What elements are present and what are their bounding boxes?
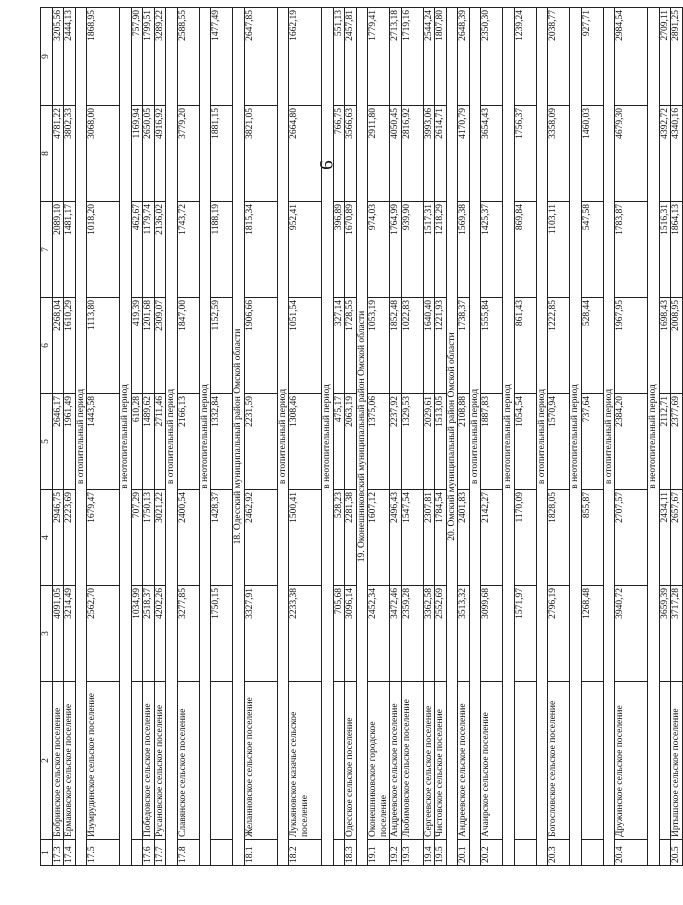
value-cell: 1607,12 xyxy=(368,490,390,586)
table-row xyxy=(423,8,435,866)
table-row xyxy=(143,8,155,866)
value-cell: 2309,07 xyxy=(154,298,166,394)
value-cell: 1555,84 xyxy=(481,298,503,394)
settlement-name-cell: Лукьяновское казачье сельское поселение xyxy=(289,682,322,840)
row-number-cell: 19.4 xyxy=(423,840,435,866)
table-row xyxy=(244,8,277,866)
tariff-table-rotated xyxy=(40,8,681,866)
period-heading: в неотопительный период xyxy=(120,8,132,866)
value-cell: 1679,47 xyxy=(87,490,120,586)
row-number-cell: 17.7 xyxy=(154,840,166,866)
value-cell: 927,71 xyxy=(581,8,603,106)
value-cell: 855,87 xyxy=(581,490,603,586)
value-cell: 3096,14 xyxy=(345,586,357,682)
row-number-cell: 17.6 xyxy=(143,840,155,866)
row-number-cell: 18.3 xyxy=(345,840,357,866)
period-heading: в отопительный период xyxy=(536,8,548,866)
row-number-cell: 20.2 xyxy=(481,840,503,866)
settlement-name-cell xyxy=(211,682,233,840)
value-cell: 3779,20 xyxy=(177,106,199,202)
value-cell: 1222,85 xyxy=(548,298,570,394)
value-cell: 1034,99 xyxy=(131,586,143,682)
period-heading: в неотопительный период xyxy=(199,8,211,866)
value-cell: 1332,84 xyxy=(211,394,233,490)
value-cell: 3513,32 xyxy=(458,586,470,682)
value-cell: 547,58 xyxy=(581,202,603,298)
value-cell: 2444,13 xyxy=(64,8,76,106)
value-cell: 4091,05 xyxy=(52,586,64,682)
row-number-cell: 18.2 xyxy=(289,840,322,866)
period-heading-row xyxy=(603,8,615,866)
value-cell: 528,44 xyxy=(581,298,603,394)
value-cell: 2089,10 xyxy=(52,202,64,298)
period-heading: 20. Омский муниципальный район Омской области xyxy=(446,8,458,866)
value-cell: 2518,37 xyxy=(143,586,155,682)
value-cell: 1103,11 xyxy=(548,202,570,298)
value-cell: 1179,74 xyxy=(143,202,155,298)
row-number-cell: 19.1 xyxy=(368,840,390,866)
settlement-name-cell: Желанновское сельское поселение xyxy=(244,682,277,840)
value-cell: 1428,37 xyxy=(211,490,233,586)
row-number-cell: 17.4 xyxy=(64,840,76,866)
value-cell: 419,39 xyxy=(131,298,143,394)
value-cell: 1719,16 xyxy=(401,8,423,106)
settlement-name-cell: Андреевское сельское поселение xyxy=(390,682,402,840)
value-cell: 2401,83 xyxy=(458,490,470,586)
value-cell: 3358,09 xyxy=(548,106,570,202)
value-cell: 1329,53 xyxy=(401,394,423,490)
value-cell: 3362,58 xyxy=(423,586,435,682)
value-cell: 2063,19 xyxy=(345,394,357,490)
value-cell: 2029,61 xyxy=(423,394,435,490)
value-cell: 1547,54 xyxy=(401,490,423,586)
value-cell: 2457,81 xyxy=(345,8,357,106)
table-row xyxy=(514,8,536,866)
rotated-page-area xyxy=(40,8,681,866)
value-cell: 1784,54 xyxy=(435,490,447,586)
value-cell: 869,84 xyxy=(514,202,536,298)
value-cell: 2223,69 xyxy=(64,490,76,586)
value-cell: 1815,34 xyxy=(244,202,277,298)
value-cell: 1188,19 xyxy=(211,202,233,298)
value-cell: 1662,19 xyxy=(289,8,322,106)
value-cell: 952,41 xyxy=(289,202,322,298)
settlement-name-cell xyxy=(581,682,603,840)
table-row xyxy=(435,8,447,866)
value-cell: 2552,69 xyxy=(435,586,447,682)
value-cell: 2796,19 xyxy=(548,586,570,682)
period-heading: в отопительный период xyxy=(75,8,87,866)
value-cell: 1570,94 xyxy=(548,394,570,490)
row-number-cell xyxy=(659,840,671,866)
value-cell: 1807,80 xyxy=(435,8,447,106)
value-cell: 1218,29 xyxy=(435,202,447,298)
table-row xyxy=(154,8,166,866)
tariff-table xyxy=(40,7,683,866)
value-cell: 737,64 xyxy=(581,394,603,490)
value-cell: 1053,19 xyxy=(368,298,390,394)
period-heading: в неотопительный период xyxy=(503,8,515,866)
value-cell: 2650,05 xyxy=(143,106,155,202)
table-row xyxy=(671,8,683,866)
value-cell: 1868,95 xyxy=(87,8,120,106)
period-heading: в отопительный период xyxy=(603,8,615,866)
value-cell: 1443,58 xyxy=(87,394,120,490)
value-cell: 757,90 xyxy=(131,8,143,106)
settlement-name-cell: Русановское сельское поселение xyxy=(154,682,166,840)
value-cell: 610,28 xyxy=(131,394,143,490)
value-cell: 4170,79 xyxy=(458,106,470,202)
table-row xyxy=(368,8,390,866)
table-body xyxy=(41,8,683,866)
value-cell: 2713,18 xyxy=(390,8,402,106)
value-cell: 1743,72 xyxy=(177,202,199,298)
value-cell: 2112,71 xyxy=(659,394,671,490)
table-row xyxy=(289,8,322,866)
table-row xyxy=(211,8,233,866)
value-cell: 3021,22 xyxy=(154,490,166,586)
value-cell: 1460,03 xyxy=(581,106,603,202)
period-heading: в отопительный период xyxy=(166,8,178,866)
value-cell: 1239,24 xyxy=(514,8,536,106)
row-number-cell xyxy=(514,840,536,866)
settlement-name-cell: Ермаковское сельское поселение xyxy=(64,682,76,840)
settlement-name-cell: Оконешниковское городское поселение xyxy=(368,682,390,840)
value-cell: 2359,28 xyxy=(401,586,423,682)
period-heading: в неотопительный период xyxy=(648,8,660,866)
table-row xyxy=(659,8,671,866)
value-cell: 2709,11 xyxy=(659,8,671,106)
row-number-cell: 20.5 xyxy=(671,840,683,866)
value-cell: 3940,72 xyxy=(615,586,648,682)
value-cell: 1961,49 xyxy=(64,394,76,490)
value-cell: 1640,40 xyxy=(423,298,435,394)
value-cell: 1571,97 xyxy=(514,586,536,682)
value-cell: 1221,93 xyxy=(435,298,447,394)
value-cell: 1764,99 xyxy=(390,202,402,298)
value-cell: 2136,02 xyxy=(154,202,166,298)
value-cell: 1152,59 xyxy=(211,298,233,394)
value-cell: 1698,43 xyxy=(659,298,671,394)
value-cell: 1477,49 xyxy=(211,8,233,106)
value-cell: 1170,09 xyxy=(514,490,536,586)
value-cell: 3472,46 xyxy=(390,586,402,682)
settlement-name-cell xyxy=(514,682,536,840)
value-cell: 551,13 xyxy=(333,8,345,106)
column-header: 6 xyxy=(41,298,53,394)
value-cell: 2707,57 xyxy=(615,490,648,586)
settlement-name-cell: Дружинское сельское поселение xyxy=(615,682,648,840)
row-number-cell: 18.1 xyxy=(244,840,277,866)
value-cell: 3099,68 xyxy=(481,586,503,682)
value-cell: 2384,20 xyxy=(615,394,648,490)
row-number-cell xyxy=(581,840,603,866)
column-header: 7 xyxy=(41,202,53,298)
row-number-cell: 20.1 xyxy=(458,840,470,866)
value-cell: 2281,38 xyxy=(345,490,357,586)
period-heading-row xyxy=(570,8,582,866)
value-cell: 2142,27 xyxy=(481,490,503,586)
value-cell: 528,23 xyxy=(333,490,345,586)
value-cell: 2984,54 xyxy=(615,8,648,106)
settlement-name-cell xyxy=(333,682,345,840)
value-cell: 705,68 xyxy=(333,586,345,682)
value-cell: 1881,15 xyxy=(211,106,233,202)
value-cell: 2166,13 xyxy=(177,394,199,490)
value-cell: 2588,55 xyxy=(177,8,199,106)
row-number-cell: 19.3 xyxy=(401,840,423,866)
page-number: 9 xyxy=(315,160,336,170)
value-cell: 2614,71 xyxy=(435,106,447,202)
period-heading: в неотопительный период xyxy=(322,8,334,866)
column-header: 8 xyxy=(41,106,53,202)
row-number-cell xyxy=(211,840,233,866)
value-cell: 3802,33 xyxy=(64,106,76,202)
value-cell: 1517,31 xyxy=(423,202,435,298)
value-cell: 1516,31 xyxy=(659,202,671,298)
settlement-name-cell: Победовское сельское поселение xyxy=(143,682,155,840)
value-cell: 4050,45 xyxy=(390,106,402,202)
value-cell: 3993,06 xyxy=(423,106,435,202)
value-cell: 2038,77 xyxy=(548,8,570,106)
value-cell: 2657,67 xyxy=(671,490,683,586)
table-row xyxy=(401,8,423,866)
value-cell: 1799,51 xyxy=(143,8,155,106)
value-cell: 766,75 xyxy=(333,106,345,202)
value-cell: 2646,17 xyxy=(52,394,64,490)
settlement-name-cell: Сергеевское сельское поселение xyxy=(423,682,435,840)
table-row xyxy=(333,8,345,866)
settlement-name-cell: Иртышское сельское поселение xyxy=(671,682,683,840)
value-cell: 1864,13 xyxy=(671,202,683,298)
value-cell: 4202,26 xyxy=(154,586,166,682)
value-cell: 1051,54 xyxy=(289,298,322,394)
table-row xyxy=(390,8,402,866)
table-row xyxy=(458,8,470,866)
column-header: 5 xyxy=(41,394,53,490)
value-cell: 1018,20 xyxy=(87,202,120,298)
value-cell: 1847,00 xyxy=(177,298,199,394)
value-cell: 1670,89 xyxy=(345,202,357,298)
value-cell: 1500,41 xyxy=(289,490,322,586)
value-cell: 4340,16 xyxy=(671,106,683,202)
value-cell: 2434,11 xyxy=(659,490,671,586)
table-header-row xyxy=(41,8,53,866)
period-heading: в отопительный период xyxy=(277,8,289,866)
value-cell: 2496,43 xyxy=(390,490,402,586)
period-heading-row xyxy=(356,8,368,866)
value-cell: 2462,92 xyxy=(244,490,277,586)
table-row xyxy=(581,8,603,866)
column-header: 4 xyxy=(41,490,53,586)
value-cell: 3289,22 xyxy=(154,8,166,106)
table-row xyxy=(131,8,143,866)
value-cell: 1268,48 xyxy=(581,586,603,682)
period-heading: 19. Оконешниковский муниципальный район Омской области xyxy=(356,8,368,866)
settlement-name-cell xyxy=(131,682,143,840)
value-cell: 1113,80 xyxy=(87,298,120,394)
value-cell: 1738,37 xyxy=(458,298,470,394)
value-cell: 939,90 xyxy=(401,202,423,298)
table-row xyxy=(87,8,120,866)
value-cell: 1967,95 xyxy=(615,298,648,394)
settlement-name-cell: Изумрудинское сельское поселение xyxy=(87,682,120,840)
value-cell: 3659,39 xyxy=(659,586,671,682)
period-heading-row xyxy=(322,8,334,866)
row-number-cell: 19.5 xyxy=(435,840,447,866)
value-cell: 2664,80 xyxy=(289,106,322,202)
period-heading-row xyxy=(469,8,481,866)
value-cell: 2377,69 xyxy=(671,394,683,490)
value-cell: 2400,54 xyxy=(177,490,199,586)
value-cell: 4916,92 xyxy=(154,106,166,202)
value-cell: 1756,37 xyxy=(514,106,536,202)
value-cell: 2307,81 xyxy=(423,490,435,586)
row-number-cell: 17.3 xyxy=(52,840,64,866)
period-heading-row xyxy=(120,8,132,866)
settlement-name-cell: Одесское сельское поселение xyxy=(345,682,357,840)
value-cell: 2911,80 xyxy=(368,106,390,202)
row-number-cell: 19.2 xyxy=(390,840,402,866)
row-number-cell xyxy=(131,840,143,866)
settlement-name-cell: Чистовское сельское поселение xyxy=(435,682,447,840)
value-cell: 2268,04 xyxy=(52,298,64,394)
value-cell: 1783,87 xyxy=(615,202,648,298)
column-header: 3 xyxy=(41,586,53,682)
value-cell: 1169,94 xyxy=(131,106,143,202)
value-cell: 974,03 xyxy=(368,202,390,298)
period-heading-row xyxy=(446,8,458,866)
column-header: 2 xyxy=(41,682,53,840)
value-cell: 2647,85 xyxy=(244,8,277,106)
value-cell: 2816,92 xyxy=(401,106,423,202)
value-cell: 2350,30 xyxy=(481,8,503,106)
table-row xyxy=(615,8,648,866)
period-heading-row xyxy=(75,8,87,866)
value-cell: 1906,66 xyxy=(244,298,277,394)
settlement-name-cell: Бобринское сельское поселение xyxy=(52,682,64,840)
value-cell: 2544,24 xyxy=(423,8,435,106)
value-cell: 1610,29 xyxy=(64,298,76,394)
value-cell: 4781,22 xyxy=(52,106,64,202)
settlement-name-cell: Ачаирское сельское поселение xyxy=(481,682,503,840)
table-row xyxy=(52,8,64,866)
value-cell: 1201,68 xyxy=(143,298,155,394)
value-cell: 1750,15 xyxy=(211,586,233,682)
settlement-name-cell xyxy=(659,682,671,840)
value-cell: 3277,85 xyxy=(177,586,199,682)
value-cell: 1750,13 xyxy=(143,490,155,586)
period-heading-row xyxy=(503,8,515,866)
value-cell: 2237,92 xyxy=(390,394,402,490)
value-cell: 1852,48 xyxy=(390,298,402,394)
table-row xyxy=(64,8,76,866)
period-heading-row xyxy=(648,8,660,866)
value-cell: 2946,75 xyxy=(52,490,64,586)
row-number-cell xyxy=(333,840,345,866)
period-heading: в неотопительный период xyxy=(570,8,582,866)
column-header: 1 xyxy=(41,840,53,866)
value-cell: 2008,95 xyxy=(671,298,683,394)
value-cell: 1022,83 xyxy=(401,298,423,394)
value-cell: 2562,70 xyxy=(87,586,120,682)
period-heading-row xyxy=(277,8,289,866)
value-cell: 3717,28 xyxy=(671,586,683,682)
value-cell: 3821,05 xyxy=(244,106,277,202)
value-cell: 3214,49 xyxy=(64,586,76,682)
value-cell: 1054,54 xyxy=(514,394,536,490)
value-cell: 462,67 xyxy=(131,202,143,298)
value-cell: 3068,00 xyxy=(87,106,120,202)
settlement-name-cell: Славянское сельское поселение xyxy=(177,682,199,840)
value-cell: 1489,62 xyxy=(143,394,155,490)
value-cell: 396,89 xyxy=(333,202,345,298)
value-cell: 2648,39 xyxy=(458,8,470,106)
column-header: 9 xyxy=(41,8,53,106)
row-number-cell: 17.5 xyxy=(87,840,120,866)
value-cell: 2108,88 xyxy=(458,394,470,490)
value-cell: 2711,46 xyxy=(154,394,166,490)
value-cell: 1481,17 xyxy=(64,202,76,298)
period-heading-row xyxy=(199,8,211,866)
settlement-name-cell: Андреевское сельское поселение xyxy=(458,682,470,840)
value-cell: 2233,38 xyxy=(289,586,322,682)
value-cell: 3327,91 xyxy=(244,586,277,682)
value-cell: 4679,30 xyxy=(615,106,648,202)
value-cell: 4392,72 xyxy=(659,106,671,202)
row-number-cell: 20.4 xyxy=(615,840,648,866)
value-cell: 2891,25 xyxy=(671,8,683,106)
settlement-name-cell: Любимовское сельское поселение xyxy=(401,682,423,840)
value-cell: 1569,38 xyxy=(458,202,470,298)
period-heading-row xyxy=(536,8,548,866)
table-row xyxy=(177,8,199,866)
settlement-name-cell: Богословское сельское поселение xyxy=(548,682,570,840)
value-cell: 3205,56 xyxy=(52,8,64,106)
period-heading: 18. Одесский муниципальный район Омской области xyxy=(233,8,245,866)
period-heading: в отопительный период xyxy=(469,8,481,866)
table-row xyxy=(345,8,357,866)
value-cell: 1425,37 xyxy=(481,202,503,298)
value-cell: 1779,41 xyxy=(368,8,390,106)
value-cell: 1728,55 xyxy=(345,298,357,394)
row-number-cell: 20.3 xyxy=(548,840,570,866)
value-cell: 475,17 xyxy=(333,394,345,490)
period-heading-row xyxy=(233,8,245,866)
period-heading-row xyxy=(166,8,178,866)
value-cell: 2231,59 xyxy=(244,394,277,490)
value-cell: 2452,34 xyxy=(368,586,390,682)
value-cell: 1513,05 xyxy=(435,394,447,490)
table-row xyxy=(548,8,570,866)
value-cell: 1887,83 xyxy=(481,394,503,490)
value-cell: 3566,63 xyxy=(345,106,357,202)
value-cell: 707,29 xyxy=(131,490,143,586)
value-cell: 327,14 xyxy=(333,298,345,394)
value-cell: 3654,43 xyxy=(481,106,503,202)
row-number-cell: 17.8 xyxy=(177,840,199,866)
value-cell: 1308,46 xyxy=(289,394,322,490)
table-row xyxy=(481,8,503,866)
value-cell: 1375,06 xyxy=(368,394,390,490)
value-cell: 1828,05 xyxy=(548,490,570,586)
value-cell: 861,43 xyxy=(514,298,536,394)
